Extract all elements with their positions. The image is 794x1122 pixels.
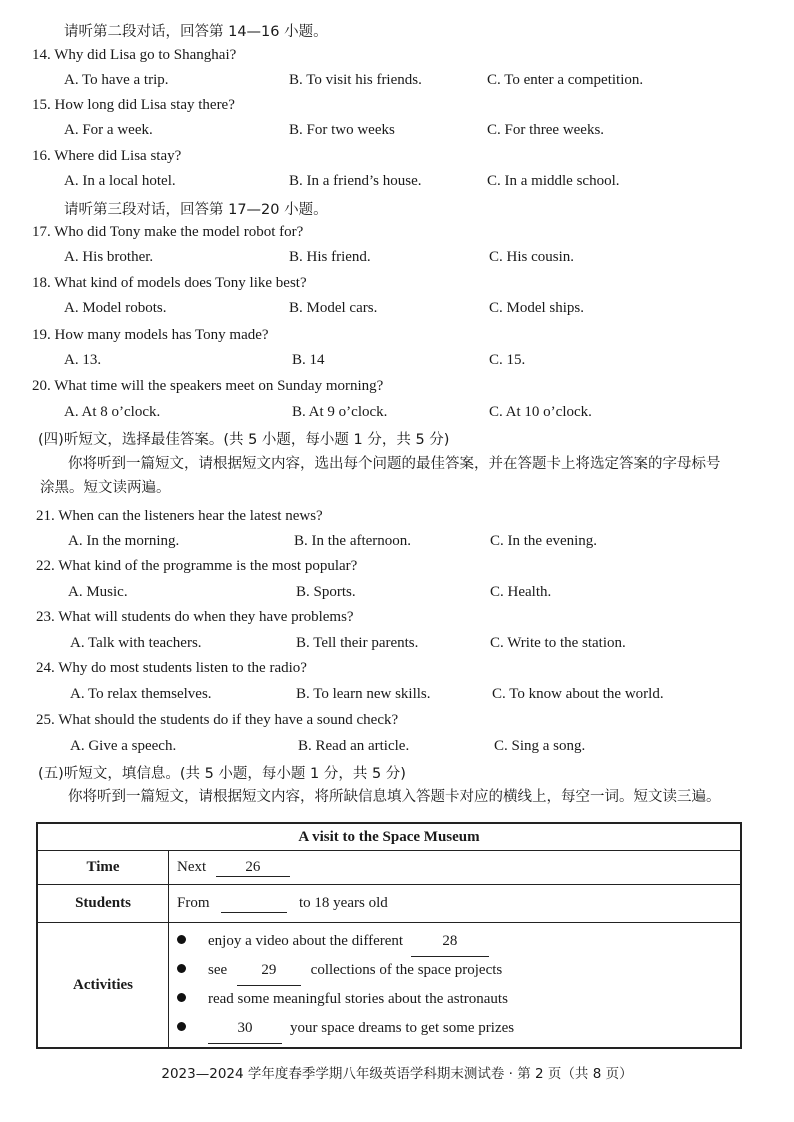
question-21: 21. When can the listeners hear the latest news? <box>36 508 323 524</box>
blank-27[interactable] <box>221 895 287 913</box>
option-25c: C. Sing a song. <box>494 738 586 754</box>
option-17b: B. His friend. <box>289 249 371 265</box>
activity-2-pre: see <box>208 962 228 978</box>
bullet-icon <box>177 993 186 1002</box>
option-25a: A. Give a speech. <box>70 738 177 754</box>
option-24a: A. To relax themselves. <box>70 686 212 702</box>
activity-2-post: collections of the space projects <box>310 962 503 978</box>
option-15c: C. For three weeks. <box>487 122 605 138</box>
option-24b: B. To learn new skills. <box>296 686 431 702</box>
option-21a: A. In the morning. <box>68 533 180 549</box>
question-19: 19. How many models has Tony made? <box>32 327 269 343</box>
option-18c: C. Model ships. <box>489 300 585 316</box>
students-label: Students <box>37 885 169 923</box>
option-20b: B. At 9 o’clock. <box>292 404 388 420</box>
option-25b: B. Read an article. <box>298 738 410 754</box>
question-16: 16. Where did Lisa stay? <box>32 148 182 164</box>
section-heading-dialogue-2: 请听第二段对话，回答第 14—16 小题。 <box>64 24 328 40</box>
instruction-part4: 你将听到一篇短文，请根据短文内容，选出每个问题的最佳答案，并在答题卡上将选定答案的字母标号涂黑。短文读两遍。 <box>40 456 721 496</box>
activity-item <box>177 1014 740 1043</box>
option-23b: B. Tell their parents. <box>296 635 419 651</box>
bullet-icon <box>177 964 186 973</box>
section-heading-part5: (五)听短文，填信息。(共 5 小题，每小题 1 分，共 5 分) <box>38 766 406 782</box>
blank-30[interactable]: 30 <box>208 1014 282 1044</box>
question-14: 14. Why did Lisa go to Shanghai? <box>32 47 237 63</box>
activity-1-text: enjoy a video about the different <box>208 933 404 949</box>
students-cell <box>169 885 742 923</box>
question-17: 17. Who did Tony make the model robot for? <box>32 224 304 240</box>
option-23a: A. Talk with teachers. <box>70 635 202 651</box>
option-17a: A. His brother. <box>64 249 154 265</box>
option-14b: B. To visit his friends. <box>289 72 422 88</box>
option-16a: A. In a local hotel. <box>64 173 176 189</box>
option-20a: A. At 8 o’clock. <box>64 404 161 420</box>
question-24: 24. Why do most students listen to the radio? <box>36 660 307 676</box>
activity-item <box>177 985 740 1014</box>
activities-list <box>169 923 740 1047</box>
table-title: A visit to the Space Museum <box>37 823 741 851</box>
option-22c: C. Health. <box>490 584 552 600</box>
activities-cell <box>169 923 742 1049</box>
option-21c: C. In the evening. <box>490 533 598 549</box>
question-18: 18. What kind of models does Tony like best? <box>32 275 307 291</box>
students-prefix: From <box>177 894 210 911</box>
option-15b: B. For two weeks <box>289 122 395 138</box>
option-19c: C. 15. <box>489 352 526 368</box>
time-cell <box>169 851 742 885</box>
page-footer: 2023—2024 学年度春季学期八年级英语学科期末测试卷 · 第 2 页（共 8 页） <box>161 1066 633 1082</box>
section-heading-dialogue-3: 请听第三段对话，回答第 17—20 小题。 <box>64 202 328 218</box>
blank-29[interactable]: 29 <box>237 956 301 986</box>
question-22: 22. What kind of the programme is the most popular? <box>36 558 358 574</box>
instruction-part5: 你将听到一篇短文，请根据短文内容，将所缺信息填入答题卡对应的横线上，每空一词。短文读三遍。 <box>68 789 721 805</box>
option-23c: C. Write to the station. <box>490 635 626 651</box>
option-14c: C. To enter a competition. <box>487 72 644 88</box>
students-suffix: to 18 years old <box>299 894 388 911</box>
activity-item <box>177 956 740 985</box>
option-19a: A. 13. <box>64 352 102 368</box>
blank-28[interactable]: 28 <box>411 927 489 957</box>
option-18b: B. Model cars. <box>289 300 378 316</box>
option-17c: C. His cousin. <box>489 249 575 265</box>
option-18a: A. Model robots. <box>64 300 167 316</box>
activity-3-text: read some meaningful stories about the astronauts <box>208 991 508 1007</box>
blank-26[interactable]: 26 <box>216 859 290 877</box>
option-22a: A. Music. <box>68 584 128 600</box>
option-16b: B. In a friend’s house. <box>289 173 422 189</box>
option-16c: C. In a middle school. <box>487 173 620 189</box>
option-21b: B. In the afternoon. <box>294 533 412 549</box>
activities-label: Activities <box>37 923 169 1049</box>
section-heading-part4: (四)听短文，选择最佳答案。(共 5 小题，每小题 1 分，共 5 分) <box>38 432 450 448</box>
option-22b: B. Sports. <box>296 584 356 600</box>
question-25: 25. What should the students do if they have a sound check? <box>36 712 399 728</box>
question-23: 23. What will students do when they have problems? <box>36 609 354 625</box>
time-prefix: Next <box>177 858 207 875</box>
space-museum-table <box>36 822 742 1049</box>
activity-4-post: your space dreams to get some prizes <box>290 1020 515 1036</box>
question-20: 20. What time will the speakers meet on Sunday morning? <box>32 378 384 394</box>
option-20c: C. At 10 o’clock. <box>489 404 592 420</box>
time-label: Time <box>37 851 169 885</box>
bullet-icon <box>177 935 186 944</box>
question-15: 15. How long did Lisa stay there? <box>32 97 235 113</box>
option-24c: C. To know about the world. <box>492 686 664 702</box>
bullet-icon <box>177 1022 186 1031</box>
option-15a: A. For a week. <box>64 122 153 138</box>
option-14a: A. To have a trip. <box>64 72 169 88</box>
activity-item <box>177 927 740 956</box>
option-19b: B. 14 <box>292 352 325 368</box>
